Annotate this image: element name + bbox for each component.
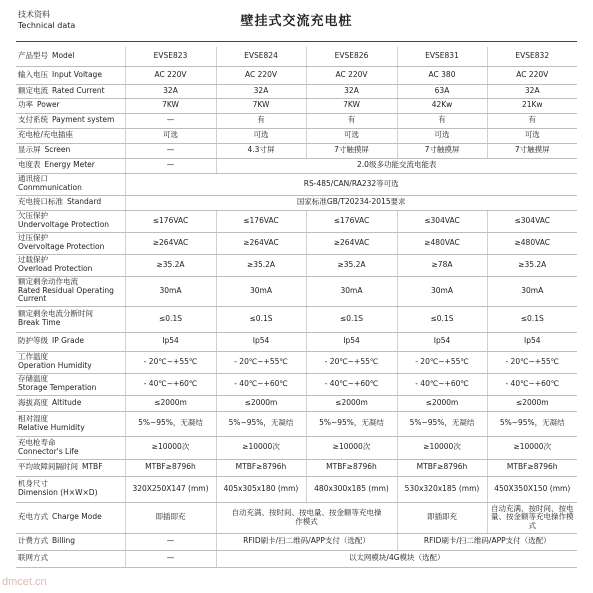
table-cell: Ip54	[487, 332, 577, 351]
table-row	[16, 254, 577, 276]
table-row	[16, 459, 577, 476]
table-cell: ≤0.1S	[306, 306, 397, 332]
row-label: 机身尺寸 Dimension (H×W×D)	[16, 476, 125, 502]
row-label: 联网方式	[16, 550, 125, 567]
table-row	[16, 98, 577, 113]
table-cell: 30mA	[125, 276, 216, 306]
row-label: 海拔高度 Altitude	[16, 395, 125, 411]
row-label: 存储温度 Storage Temperation	[16, 373, 125, 395]
table-cell: ≤0.1S	[487, 306, 577, 332]
table-cell: 可选	[397, 128, 487, 143]
table-row	[16, 502, 577, 533]
spec-table	[16, 47, 577, 568]
table-cell: 30mA	[487, 276, 577, 306]
table-row	[16, 113, 577, 128]
table-cell: - 40℃~+60℃	[487, 373, 577, 395]
table-cell: EVSE826	[306, 47, 397, 66]
table-cell: Ip54	[125, 332, 216, 351]
document-header	[0, 0, 593, 44]
table-row	[16, 436, 577, 459]
table-cell: 2.0级多功能交流电能表	[216, 158, 577, 173]
header-label-en: Technical data	[18, 21, 76, 30]
table-cell: ≤304VAC	[487, 210, 577, 232]
table-cell: 可选	[487, 128, 577, 143]
table-cell: 450X350X150 (mm)	[487, 476, 577, 502]
table-cell: 30mA	[306, 276, 397, 306]
row-label: 额定电流 Rated Current	[16, 84, 125, 98]
table-cell: ≥78A	[397, 254, 487, 276]
table-cell: 32A	[125, 84, 216, 98]
table-cell: 32A	[487, 84, 577, 98]
table-row	[16, 306, 577, 332]
table-cell: 63A	[397, 84, 487, 98]
table-cell: 自动充满、按时间、按电量、按金额等充电操作模式	[487, 502, 577, 533]
table-cell: 4.3寸屏	[216, 143, 306, 158]
table-cell: 以太网模块/4G模块（选配）	[216, 550, 577, 567]
table-row	[16, 476, 577, 502]
table-cell: 30mA	[216, 276, 306, 306]
table-cell: ≥480VAC	[487, 232, 577, 254]
table-cell: —	[125, 113, 216, 128]
table-cell: EVSE823	[125, 47, 216, 66]
table-cell: —	[125, 550, 216, 567]
table-cell: ≥480VAC	[397, 232, 487, 254]
table-cell: 7KW	[306, 98, 397, 113]
table-cell: ≤2000m	[306, 395, 397, 411]
table-cell: 7KW	[216, 98, 306, 113]
table-row	[16, 210, 577, 232]
row-label: 防护等级 IP Grade	[16, 332, 125, 351]
row-label: 充电接口标准 Standard	[16, 195, 125, 210]
table-cell: ≤2000m	[397, 395, 487, 411]
table-cell: 即插即充	[397, 502, 487, 533]
table-cell: 有	[487, 113, 577, 128]
table-row	[16, 195, 577, 210]
table-cell: EVSE824	[216, 47, 306, 66]
table-cell: 32A	[216, 84, 306, 98]
table-cell: MTBF≥8796h	[306, 459, 397, 476]
table-row	[16, 550, 577, 567]
table-cell: 21Kw	[487, 98, 577, 113]
table-cell: 5%~95%，无凝结	[487, 411, 577, 436]
table-cell: 自动充满、按时间、按电量、按金额等充电操作模式	[216, 502, 397, 533]
header-label-cn: 技术资料	[18, 10, 50, 19]
page-title: 壁挂式交流充电桩	[240, 14, 353, 29]
table-row	[16, 533, 577, 550]
table-cell: Ip54	[306, 332, 397, 351]
table-cell: 可选	[216, 128, 306, 143]
table-row	[16, 158, 577, 173]
table-cell: 即插即充	[125, 502, 216, 533]
table-cell: 7寸触摸屏	[306, 143, 397, 158]
table-cell: 30mA	[397, 276, 487, 306]
table-cell: ≤0.1S	[125, 306, 216, 332]
table-row	[16, 128, 577, 143]
table-cell: —	[125, 533, 216, 550]
table-cell: EVSE832	[487, 47, 577, 66]
table-cell: 5%~95%，无凝结	[216, 411, 306, 436]
table-cell: - 40℃~+60℃	[306, 373, 397, 395]
table-cell: ≥10000次	[306, 436, 397, 459]
row-label: 显示屏 Screen	[16, 143, 125, 158]
table-cell: ≥35.2A	[125, 254, 216, 276]
table-row	[16, 373, 577, 395]
table-cell: - 20℃~+55℃	[487, 351, 577, 373]
table-row	[16, 173, 577, 195]
table-cell: MTBF≥8796h	[125, 459, 216, 476]
table-row	[16, 143, 577, 158]
table-cell: ≤176VAC	[306, 210, 397, 232]
table-cell: 42Kw	[397, 98, 487, 113]
table-cell: AC 220V	[125, 66, 216, 84]
row-label: 电度表 Energy Meter	[16, 158, 125, 173]
table-cell: Ip54	[397, 332, 487, 351]
table-cell: - 20℃~+55℃	[216, 351, 306, 373]
table-cell: 可选	[306, 128, 397, 143]
table-cell: AC 220V	[487, 66, 577, 84]
row-label: 支付系统 Payment system	[16, 113, 125, 128]
row-label: 欠压保护 Undervoltage Protection	[16, 210, 125, 232]
table-cell: 32A	[306, 84, 397, 98]
table-cell: 5%~95%，无凝结	[397, 411, 487, 436]
row-label: 功率 Power	[16, 98, 125, 113]
watermark: dmcet.cn	[2, 576, 47, 588]
table-cell: MTBF≥8796h	[216, 459, 306, 476]
table-cell: 405x305x180 (mm)	[216, 476, 306, 502]
table-cell: RFID刷卡/扫二维码/APP支付（选配）	[216, 533, 397, 550]
table-cell: RFID刷卡/扫二维码/APP支付（选配）	[397, 533, 577, 550]
table-cell: 480x300x185 (mm)	[306, 476, 397, 502]
table-cell: —	[125, 158, 216, 173]
table-cell: - 20℃~+55℃	[397, 351, 487, 373]
table-cell: ≤0.1S	[216, 306, 306, 332]
row-label: 过载保护 Overload Protection	[16, 254, 125, 276]
table-cell: - 20℃~+55℃	[306, 351, 397, 373]
table-cell: AC 220V	[306, 66, 397, 84]
table-cell: RS-485/CAN/RA232等可选	[125, 173, 577, 195]
row-label: 额定剩余电流分断时间 Break Time	[16, 306, 125, 332]
table-cell: ≤176VAC	[216, 210, 306, 232]
table-cell: 可选	[125, 128, 216, 143]
table-cell: ≥35.2A	[216, 254, 306, 276]
table-cell: ≥264VAC	[125, 232, 216, 254]
row-label: 平均故障间隔时间 MTBF	[16, 459, 125, 476]
table-row	[16, 351, 577, 373]
table-cell: ≥264VAC	[306, 232, 397, 254]
row-label: 计费方式 Billing	[16, 533, 125, 550]
table-cell: 7寸触摸屏	[397, 143, 487, 158]
table-cell: - 40℃~+60℃	[397, 373, 487, 395]
table-cell: ≥264VAC	[216, 232, 306, 254]
table-cell: AC 380	[397, 66, 487, 84]
table-cell: 7KW	[125, 98, 216, 113]
table-cell: ≤304VAC	[397, 210, 487, 232]
table-cell: ≥10000次	[125, 436, 216, 459]
row-label: 相对湿度 Relative Humidity	[16, 411, 125, 436]
table-cell: ≥10000次	[487, 436, 577, 459]
table-cell: ≤0.1S	[397, 306, 487, 332]
table-cell: 有	[397, 113, 487, 128]
table-cell: - 40℃~+60℃	[125, 373, 216, 395]
table-cell: ≥35.2A	[306, 254, 397, 276]
table-cell: 7寸触摸屏	[487, 143, 577, 158]
table-cell: 530x320x185 (mm)	[397, 476, 487, 502]
table-row	[16, 332, 577, 351]
row-label: 额定剩余动作电流 Rated Residual Operating Current	[16, 276, 125, 306]
table-cell: 5%~95%，无凝结	[125, 411, 216, 436]
table-cell: Ip54	[216, 332, 306, 351]
row-label: 工作温度 Operation Humidity	[16, 351, 125, 373]
table-cell: —	[125, 143, 216, 158]
header-divider	[16, 41, 577, 42]
table-cell: ≤2000m	[125, 395, 216, 411]
row-label: 通讯接口 Conmmunication	[16, 173, 125, 195]
table-row	[16, 84, 577, 98]
table-cell: AC 220V	[216, 66, 306, 84]
table-cell: 有	[216, 113, 306, 128]
row-label: 输入电压 Input Voltage	[16, 66, 125, 84]
row-label: 充电枪/充电插座	[16, 128, 125, 143]
table-cell: - 40℃~+60℃	[216, 373, 306, 395]
table-cell: ≤2000m	[487, 395, 577, 411]
table-cell: - 20℃~+55℃	[125, 351, 216, 373]
table-cell: ≤2000m	[216, 395, 306, 411]
table-cell: MTBF≥8796h	[487, 459, 577, 476]
table-row	[16, 47, 577, 66]
table-cell: ≥10000次	[216, 436, 306, 459]
table-row	[16, 232, 577, 254]
table-cell: ≥10000次	[397, 436, 487, 459]
row-label: 产品型号 Model	[16, 47, 125, 66]
table-cell: EVSE831	[397, 47, 487, 66]
table-row	[16, 66, 577, 84]
table-cell: MTBF≥8796h	[397, 459, 487, 476]
table-cell: ≥35.2A	[487, 254, 577, 276]
table-cell: ≤176VAC	[125, 210, 216, 232]
table-row	[16, 276, 577, 306]
table-cell: 320X250X147 (mm)	[125, 476, 216, 502]
table-cell: 国家标准GB/T20234-2015要求	[125, 195, 577, 210]
table-cell: 有	[306, 113, 397, 128]
table-row	[16, 411, 577, 436]
row-label: 充电方式 Charge Mode	[16, 502, 125, 533]
row-label: 过压保护 Overvoltage Protection	[16, 232, 125, 254]
table-row	[16, 395, 577, 411]
table-cell: 5%~95%，无凝结	[306, 411, 397, 436]
row-label: 充电枪寿命 Connector's Life	[16, 436, 125, 459]
